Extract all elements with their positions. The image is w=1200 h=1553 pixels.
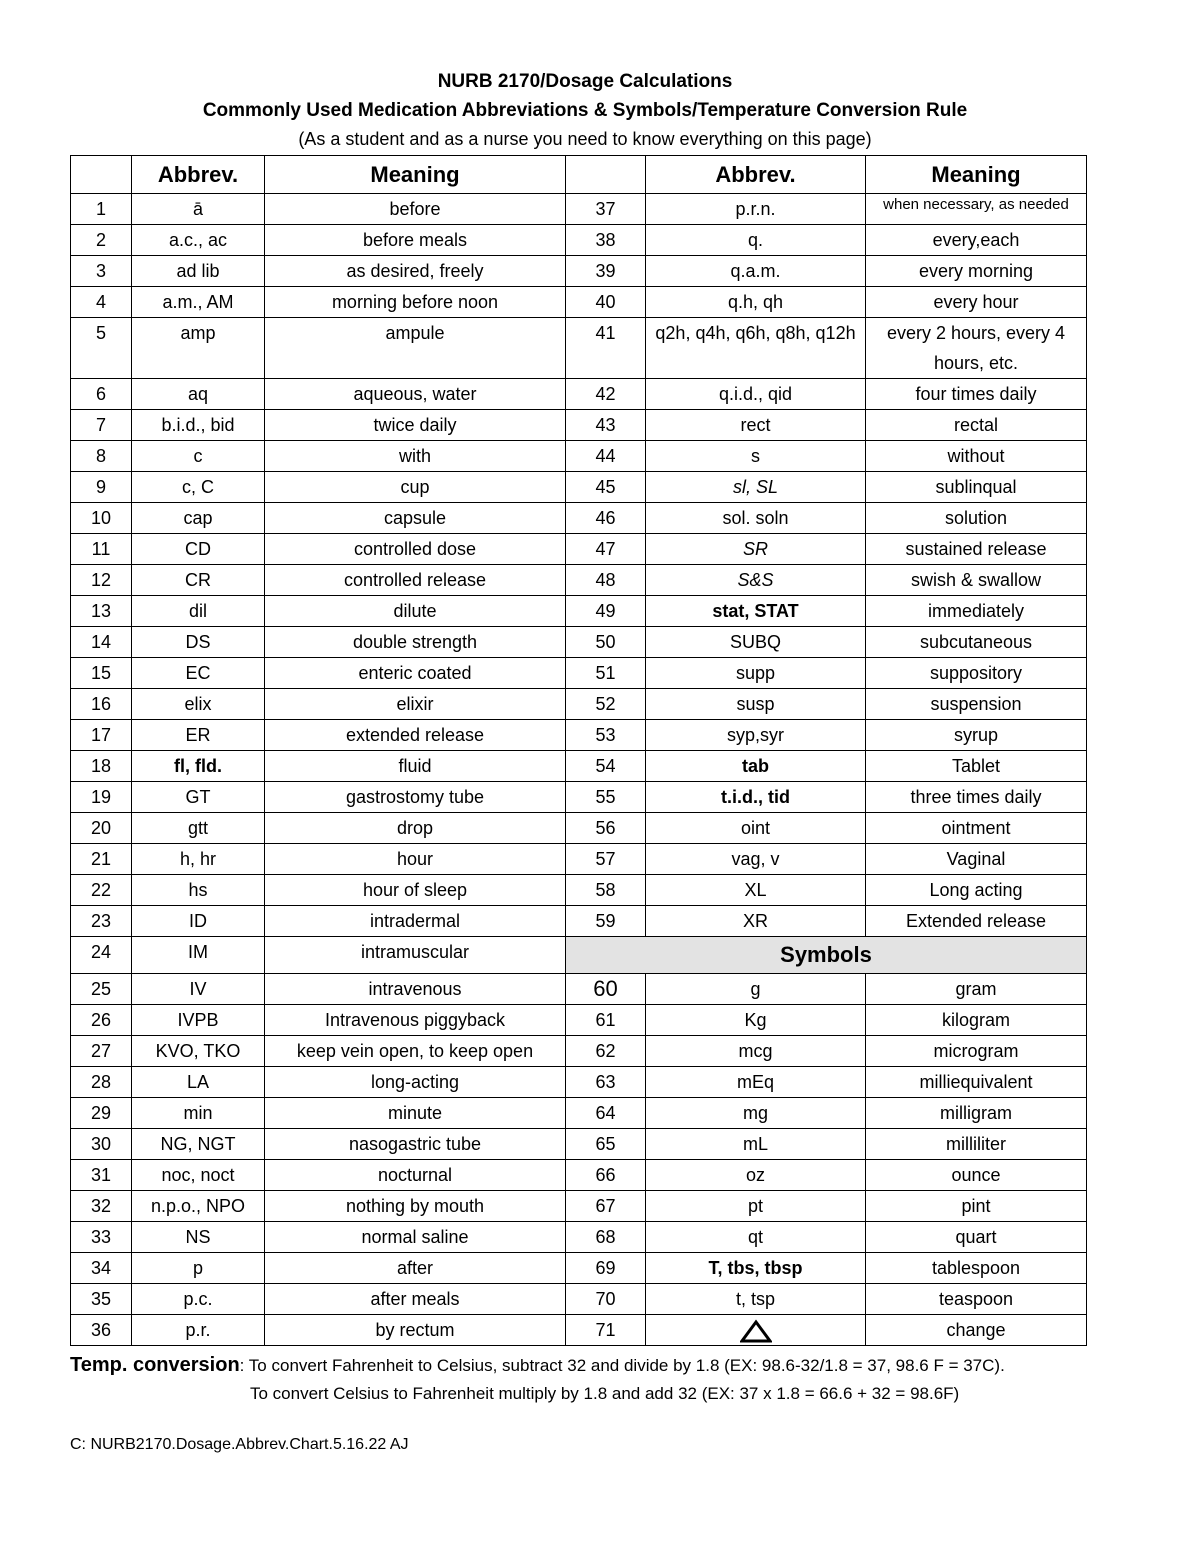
- meaning-cell: three times daily: [866, 782, 1087, 813]
- abbrev-cell: oint: [646, 813, 866, 844]
- meaning-cell: nasogastric tube: [265, 1129, 566, 1160]
- row-number: 21: [71, 844, 132, 875]
- table-row: [71, 875, 1087, 906]
- meaning-cell: hour of sleep: [265, 875, 566, 906]
- table-row: [71, 1253, 1087, 1284]
- meaning-cell: controlled dose: [265, 534, 566, 565]
- abbrev-cell: noc, noct: [132, 1160, 265, 1191]
- meaning-cell: microgram: [866, 1036, 1087, 1067]
- table-row: [71, 410, 1087, 441]
- abbrev-cell: supp: [646, 658, 866, 689]
- table-row: [71, 472, 1087, 503]
- abbrev-cell: sl, SL: [646, 472, 866, 503]
- symbols-section-header: Symbols: [566, 937, 1087, 974]
- meaning-cell: Tablet: [866, 751, 1087, 782]
- row-number: 3: [71, 256, 132, 287]
- row-number: 60: [566, 974, 646, 1005]
- abbrev-cell: GT: [132, 782, 265, 813]
- meaning-cell: controlled release: [265, 565, 566, 596]
- page-title: NURB 2170/Dosage Calculations: [437, 71, 733, 92]
- table-row: [71, 1098, 1087, 1129]
- meaning-cell: pint: [866, 1191, 1087, 1222]
- abbrev-cell: DS: [132, 627, 265, 658]
- abbrev-cell: T, tbs, tbsp: [646, 1253, 866, 1284]
- table-row: [71, 658, 1087, 689]
- meaning-cell: minute: [265, 1098, 566, 1129]
- meaning-cell: intravenous: [265, 974, 566, 1005]
- row-number: 23: [71, 906, 132, 937]
- abbrev-cell: KVO, TKO: [132, 1036, 265, 1067]
- row-number: 15: [71, 658, 132, 689]
- table-row: [71, 287, 1087, 318]
- meaning-cell: every,each: [866, 225, 1087, 256]
- temp-conversion-text-1: : To convert Fahrenheit to Celsius, subtract 32 and divide by 1.8 (EX: 98.6-32/1.8 = 37, 98.6 F = 37C).: [239, 1356, 1005, 1375]
- page-note: (As a student and as a nurse you need to know everything on this page): [298, 129, 872, 149]
- meaning-cell: Intravenous piggyback: [265, 1005, 566, 1036]
- meaning-cell: after meals: [265, 1284, 566, 1315]
- row-number: 51: [566, 658, 646, 689]
- header-meaning-right: Meaning: [866, 156, 1087, 194]
- row-number: 58: [566, 875, 646, 906]
- abbrev-cell: min: [132, 1098, 265, 1129]
- meaning-cell: ampule: [265, 318, 566, 379]
- meaning-cell: hour: [265, 844, 566, 875]
- meaning-cell: intramuscular: [265, 937, 566, 974]
- header-abbrev-left: Abbrev.: [132, 156, 265, 194]
- row-number: 30: [71, 1129, 132, 1160]
- table-row: [71, 194, 1087, 225]
- table-row: [71, 1160, 1087, 1191]
- meaning-cell: drop: [265, 813, 566, 844]
- row-number: 59: [566, 906, 646, 937]
- row-number: 68: [566, 1222, 646, 1253]
- meaning-cell: gastrostomy tube: [265, 782, 566, 813]
- table-row: [71, 596, 1087, 627]
- meaning-cell: nocturnal: [265, 1160, 566, 1191]
- meaning-cell: four times daily: [866, 379, 1087, 410]
- table-row: [71, 1129, 1087, 1160]
- row-number: 13: [71, 596, 132, 627]
- abbrev-cell: g: [646, 974, 866, 1005]
- table-row: [71, 1067, 1087, 1098]
- row-number: 64: [566, 1098, 646, 1129]
- meaning-cell: when necessary, as needed: [866, 194, 1087, 225]
- abbrev-cell: aq: [132, 379, 265, 410]
- abbrev-cell: amp: [132, 318, 265, 379]
- abbrev-cell: q.h, qh: [646, 287, 866, 318]
- row-number: 35: [71, 1284, 132, 1315]
- abbrev-cell: elix: [132, 689, 265, 720]
- meaning-cell: after: [265, 1253, 566, 1284]
- row-number: 17: [71, 720, 132, 751]
- meaning-cell: long-acting: [265, 1067, 566, 1098]
- meaning-cell: Extended release: [866, 906, 1087, 937]
- meaning-cell: before meals: [265, 225, 566, 256]
- table-row: [71, 1284, 1087, 1315]
- meaning-cell: sublinqual: [866, 472, 1087, 503]
- meaning-cell: nothing by mouth: [265, 1191, 566, 1222]
- meaning-cell: suspension: [866, 689, 1087, 720]
- row-number: 16: [71, 689, 132, 720]
- meaning-cell: immediately: [866, 596, 1087, 627]
- row-number: 55: [566, 782, 646, 813]
- meaning-cell: twice daily: [265, 410, 566, 441]
- abbrev-cell: qt: [646, 1222, 866, 1253]
- table-row: [71, 1222, 1087, 1253]
- table-row: [71, 256, 1087, 287]
- row-number: 28: [71, 1067, 132, 1098]
- row-number: 47: [566, 534, 646, 565]
- row-number: 56: [566, 813, 646, 844]
- meaning-cell: milligram: [866, 1098, 1087, 1129]
- row-number: 12: [71, 565, 132, 596]
- table-row: [71, 565, 1087, 596]
- row-number: 20: [71, 813, 132, 844]
- meaning-cell: normal saline: [265, 1222, 566, 1253]
- abbrev-cell: LA: [132, 1067, 265, 1098]
- abbrev-cell: t, tsp: [646, 1284, 866, 1315]
- table-header-row: [71, 156, 1087, 194]
- row-number: 45: [566, 472, 646, 503]
- abbrev-cell: NG, NGT: [132, 1129, 265, 1160]
- meaning-cell: keep vein open, to keep open: [265, 1036, 566, 1067]
- meaning-cell: gram: [866, 974, 1087, 1005]
- meaning-cell: tablespoon: [866, 1253, 1087, 1284]
- row-number: 38: [566, 225, 646, 256]
- table-row: [71, 844, 1087, 875]
- meaning-cell: quart: [866, 1222, 1087, 1253]
- table-row: [71, 906, 1087, 937]
- abbrev-cell: mL: [646, 1129, 866, 1160]
- meaning-cell: every hour: [866, 287, 1087, 318]
- meaning-cell: capsule: [265, 503, 566, 534]
- meaning-cell: intradermal: [265, 906, 566, 937]
- abbrev-cell: s: [646, 441, 866, 472]
- table-row: [71, 627, 1087, 658]
- abbrev-cell: ER: [132, 720, 265, 751]
- abbrev-cell: XR: [646, 906, 866, 937]
- abbrev-cell: q2h, q4h, q6h, q8h, q12h: [646, 318, 866, 379]
- abbrev-cell: q.a.m.: [646, 256, 866, 287]
- row-number: 62: [566, 1036, 646, 1067]
- meaning-cell: as desired, freely: [265, 256, 566, 287]
- row-number: 1: [71, 194, 132, 225]
- abbrev-cell: a.c., ac: [132, 225, 265, 256]
- row-number: 22: [71, 875, 132, 906]
- table-row: [71, 813, 1087, 844]
- meaning-cell: Vaginal: [866, 844, 1087, 875]
- meaning-cell: teaspoon: [866, 1284, 1087, 1315]
- row-number: 42: [566, 379, 646, 410]
- row-number: 43: [566, 410, 646, 441]
- temp-conversion-line-1: [70, 1354, 1005, 1377]
- table-row: [71, 534, 1087, 565]
- meaning-cell: every morning: [866, 256, 1087, 287]
- table-row: [71, 751, 1087, 782]
- row-number: 14: [71, 627, 132, 658]
- abbrev-cell: t.i.d., tid: [646, 782, 866, 813]
- abbrev-cell: IV: [132, 974, 265, 1005]
- abbrev-cell: fl, fld.: [132, 751, 265, 782]
- abbrev-cell: syp,syr: [646, 720, 866, 751]
- row-number: 9: [71, 472, 132, 503]
- meaning-cell: before: [265, 194, 566, 225]
- abbrev-cell: CR: [132, 565, 265, 596]
- abbrev-cell: ā: [132, 194, 265, 225]
- abbrev-cell: SUBQ: [646, 627, 866, 658]
- abbrev-cell: cap: [132, 503, 265, 534]
- abbrev-cell: SR: [646, 534, 866, 565]
- meaning-cell: syrup: [866, 720, 1087, 751]
- abbrev-cell: mcg: [646, 1036, 866, 1067]
- abbrev-cell: h, hr: [132, 844, 265, 875]
- meaning-cell: fluid: [265, 751, 566, 782]
- row-number: 27: [71, 1036, 132, 1067]
- table-row: [71, 1191, 1087, 1222]
- row-number: 50: [566, 627, 646, 658]
- abbrev-cell: susp: [646, 689, 866, 720]
- meaning-cell: ointment: [866, 813, 1087, 844]
- abbrev-cell: mg: [646, 1098, 866, 1129]
- row-number: 26: [71, 1005, 132, 1036]
- row-number: 54: [566, 751, 646, 782]
- abbrev-cell: CD: [132, 534, 265, 565]
- abbrev-cell: p.r.n.: [646, 194, 866, 225]
- abbrev-cell: XL: [646, 875, 866, 906]
- row-number: 5: [71, 318, 132, 379]
- meaning-cell: without: [866, 441, 1087, 472]
- row-number: 37: [566, 194, 646, 225]
- abbrev-cell: p: [132, 1253, 265, 1284]
- meaning-cell: elixir: [265, 689, 566, 720]
- temp-conversion-line-2: To convert Celsius to Fahrenheit multiply by 1.8 and add 32 (EX: 37 x 1.8 = 66.6 + 32 = 98.6F): [250, 1384, 960, 1403]
- row-number: 31: [71, 1160, 132, 1191]
- meaning-cell: solution: [866, 503, 1087, 534]
- row-number: 49: [566, 596, 646, 627]
- table-row: [71, 1036, 1087, 1067]
- meaning-cell: sustained release: [866, 534, 1087, 565]
- meaning-cell: kilogram: [866, 1005, 1087, 1036]
- abbrev-cell: n.p.o., NPO: [132, 1191, 265, 1222]
- meaning-cell: swish & swallow: [866, 565, 1087, 596]
- table-row: [71, 689, 1087, 720]
- meaning-cell: every 2 hours, every 4 hours, etc.: [866, 318, 1087, 379]
- row-number: 6: [71, 379, 132, 410]
- abbrev-cell: stat, STAT: [646, 596, 866, 627]
- meaning-cell: subcutaneous: [866, 627, 1087, 658]
- row-number: 25: [71, 974, 132, 1005]
- abbrev-cell: vag, v: [646, 844, 866, 875]
- abbrev-cell: NS: [132, 1222, 265, 1253]
- row-number: 46: [566, 503, 646, 534]
- row-number: 33: [71, 1222, 132, 1253]
- row-number: 24: [71, 937, 132, 974]
- row-number: 32: [71, 1191, 132, 1222]
- meaning-cell: ounce: [866, 1160, 1087, 1191]
- abbrev-cell: mEq: [646, 1067, 866, 1098]
- table-row: [71, 318, 1087, 379]
- row-number: 57: [566, 844, 646, 875]
- row-number: 8: [71, 441, 132, 472]
- abbrev-cell: c: [132, 441, 265, 472]
- row-number: 29: [71, 1098, 132, 1129]
- table-row: [71, 974, 1087, 1005]
- abbrev-cell: ID: [132, 906, 265, 937]
- row-number: 36: [71, 1315, 132, 1346]
- abbrev-cell: pt: [646, 1191, 866, 1222]
- abbrev-cell: q.i.d., qid: [646, 379, 866, 410]
- abbrev-cell: IM: [132, 937, 265, 974]
- abbrev-cell: c, C: [132, 472, 265, 503]
- abbrev-cell: gtt: [132, 813, 265, 844]
- abbrev-cell: ad lib: [132, 256, 265, 287]
- abbrev-cell: sol. soln: [646, 503, 866, 534]
- row-number: 63: [566, 1067, 646, 1098]
- abbrev-cell: IVPB: [132, 1005, 265, 1036]
- row-number: 71: [566, 1315, 646, 1346]
- row-number: 11: [71, 534, 132, 565]
- row-number: 70: [566, 1284, 646, 1315]
- abbrev-cell: dil: [132, 596, 265, 627]
- abbrev-cell: tab: [646, 751, 866, 782]
- meaning-cell: enteric coated: [265, 658, 566, 689]
- header-num-left: [71, 156, 132, 194]
- meaning-cell: double strength: [265, 627, 566, 658]
- footer-file-reference: C: NURB2170.Dosage.Abbrev.Chart.5.16.22 AJ: [70, 1436, 409, 1453]
- row-number: 53: [566, 720, 646, 751]
- delta-triangle-icon: [740, 1319, 772, 1343]
- meaning-cell: Long acting: [866, 875, 1087, 906]
- abbrev-cell: [646, 1315, 866, 1346]
- row-number: 10: [71, 503, 132, 534]
- row-number: 7: [71, 410, 132, 441]
- table-row: [71, 720, 1087, 751]
- row-number: 69: [566, 1253, 646, 1284]
- meaning-cell: cup: [265, 472, 566, 503]
- meaning-cell: milliequivalent: [866, 1067, 1087, 1098]
- table-row: [71, 441, 1087, 472]
- row-number: 39: [566, 256, 646, 287]
- row-number: 4: [71, 287, 132, 318]
- table-row: [71, 937, 1087, 974]
- abbrev-cell: q.: [646, 225, 866, 256]
- abbrev-cell: a.m., AM: [132, 287, 265, 318]
- header-num-right: [566, 156, 646, 194]
- meaning-cell: milliliter: [866, 1129, 1087, 1160]
- abbrev-cell: p.r.: [132, 1315, 265, 1346]
- temp-conversion-label: Temp. conversion: [70, 1354, 240, 1376]
- meaning-cell: aqueous, water: [265, 379, 566, 410]
- abbrev-cell: p.c.: [132, 1284, 265, 1315]
- page-subtitle: Commonly Used Medication Abbreviations & Symbols/Temperature Conversion Rule: [202, 100, 968, 121]
- row-number: 65: [566, 1129, 646, 1160]
- abbrev-cell: oz: [646, 1160, 866, 1191]
- meaning-cell: rectal: [866, 410, 1087, 441]
- row-number: 67: [566, 1191, 646, 1222]
- row-number: 48: [566, 565, 646, 596]
- table-row: [71, 503, 1087, 534]
- table-row: [71, 379, 1087, 410]
- table-row: [71, 1005, 1087, 1036]
- abbreviation-table: [70, 155, 1087, 1346]
- abbrev-cell: Kg: [646, 1005, 866, 1036]
- abbrev-cell: b.i.d., bid: [132, 410, 265, 441]
- row-number: 18: [71, 751, 132, 782]
- header-abbrev-right: Abbrev.: [646, 156, 866, 194]
- row-number: 66: [566, 1160, 646, 1191]
- meaning-cell: by rectum: [265, 1315, 566, 1346]
- row-number: 19: [71, 782, 132, 813]
- abbrev-cell: S&S: [646, 565, 866, 596]
- row-number: 41: [566, 318, 646, 379]
- row-number: 61: [566, 1005, 646, 1036]
- meaning-cell: change: [866, 1315, 1087, 1346]
- row-number: 52: [566, 689, 646, 720]
- meaning-cell: morning before noon: [265, 287, 566, 318]
- abbrev-cell: rect: [646, 410, 866, 441]
- row-number: 40: [566, 287, 646, 318]
- abbrev-cell: hs: [132, 875, 265, 906]
- row-number: 44: [566, 441, 646, 472]
- meaning-cell: with: [265, 441, 566, 472]
- header-meaning-left: Meaning: [265, 156, 566, 194]
- table-row: [71, 1315, 1087, 1346]
- meaning-cell: suppository: [866, 658, 1087, 689]
- table-row: [71, 225, 1087, 256]
- meaning-cell: extended release: [265, 720, 566, 751]
- row-number: 2: [71, 225, 132, 256]
- row-number: 34: [71, 1253, 132, 1284]
- meaning-cell: dilute: [265, 596, 566, 627]
- abbrev-cell: EC: [132, 658, 265, 689]
- table-row: [71, 782, 1087, 813]
